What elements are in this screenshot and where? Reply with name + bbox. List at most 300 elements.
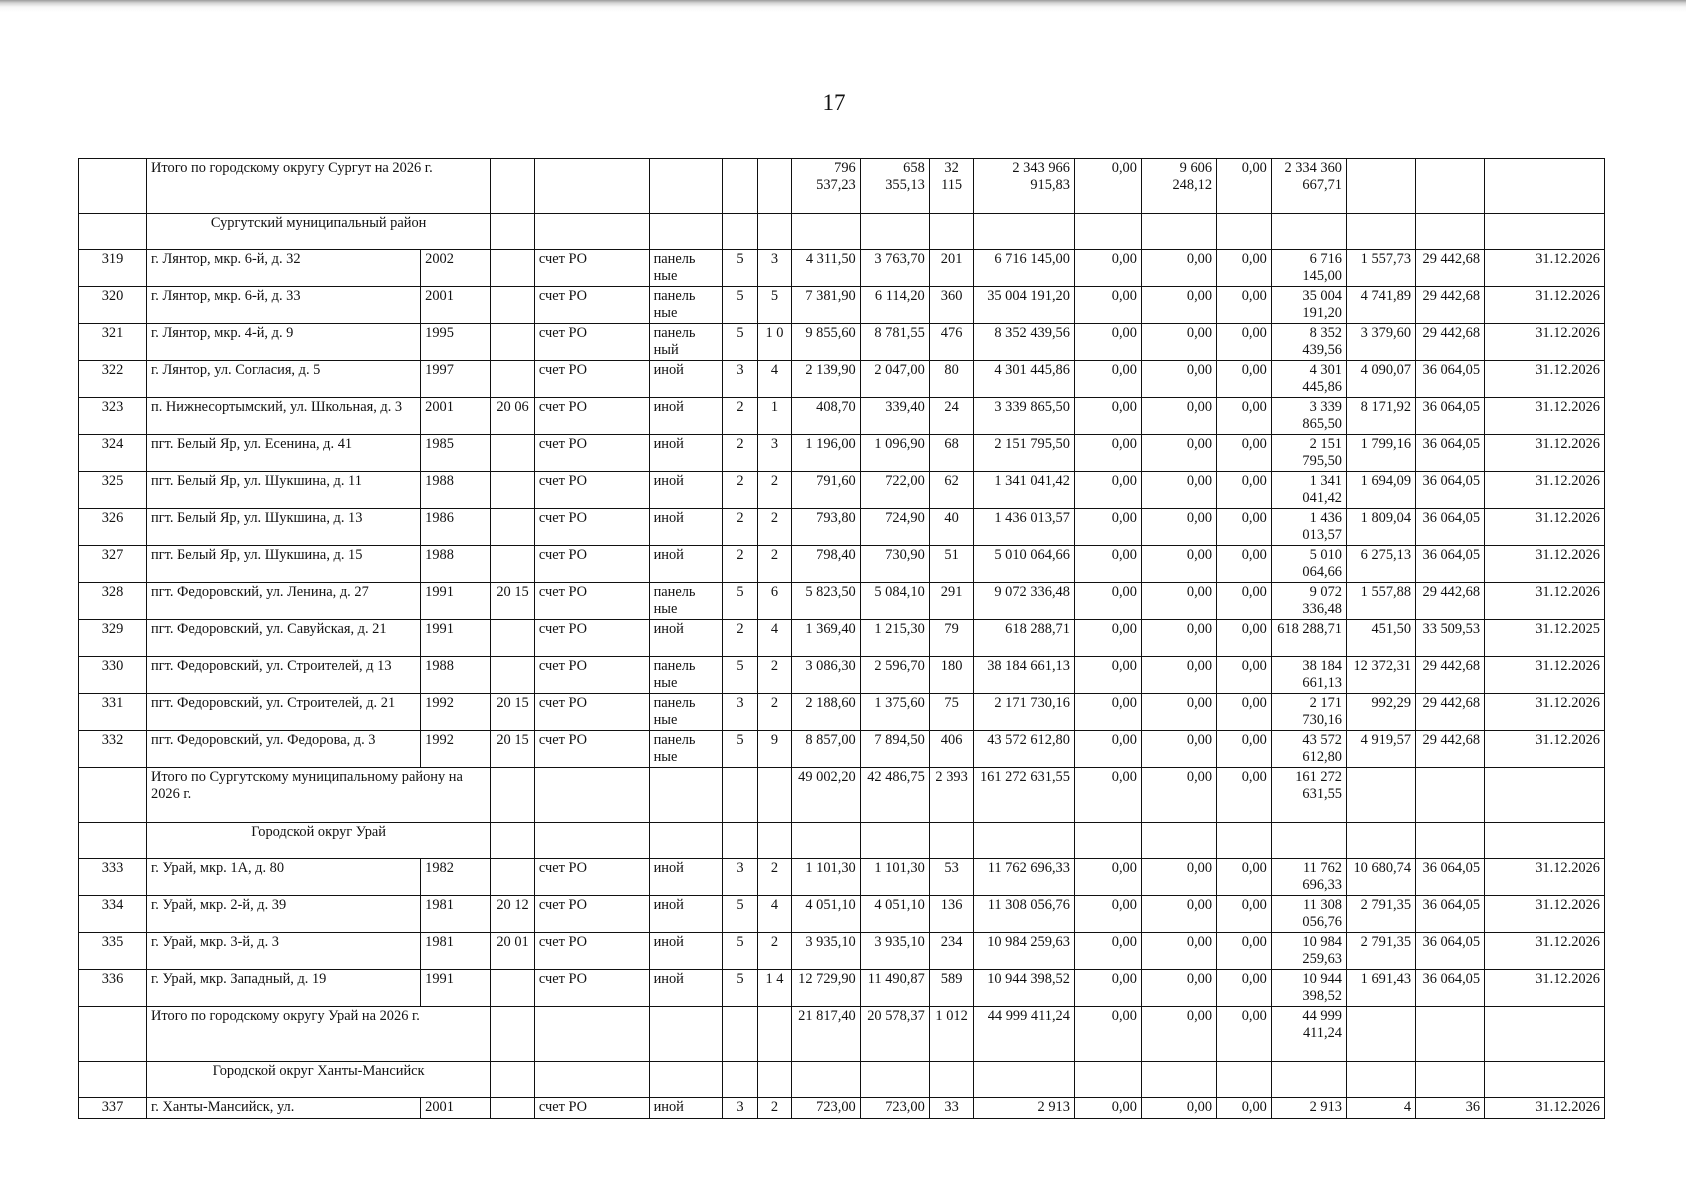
empty-cell: [649, 823, 722, 859]
entrances: 9: [758, 731, 792, 768]
entrances: 2: [758, 933, 792, 970]
address: пгт. Белый Яр, ул. Шукшина, д. 15: [147, 546, 421, 583]
fund-owners: 2 151 795,50: [1271, 435, 1346, 472]
fund-federal: 0,00: [1074, 1098, 1141, 1119]
empty-cell: [722, 823, 758, 859]
fund-method: счет РО: [534, 933, 649, 970]
total-cost: 43 572 612,80: [974, 731, 1075, 768]
floors: 5: [722, 583, 758, 620]
subtotal-limit-cost: [1416, 1007, 1485, 1062]
fund-regional: 0,00: [1141, 859, 1216, 896]
entrances: 4: [758, 620, 792, 657]
fund-local: 0,00: [1217, 620, 1272, 657]
fund-local: 0,00: [1217, 250, 1272, 287]
completion-date: 31.12.2026: [1485, 287, 1605, 324]
completion-date: 31.12.2026: [1485, 933, 1605, 970]
entrances: 2: [758, 694, 792, 731]
living-area: 11 490,87: [860, 970, 929, 1007]
subtotal-label: Итого по городскому округу Сургут на 2026 г.: [147, 159, 491, 214]
subtotal-cost-per-sqm: [1347, 1007, 1416, 1062]
empty-cell: [1217, 214, 1272, 250]
fund-regional: 0,00: [1141, 509, 1216, 546]
fund-local: 0,00: [1217, 361, 1272, 398]
build-year: 1991: [421, 583, 491, 620]
total-area: 9 855,60: [791, 324, 860, 361]
living-area: 5 084,10: [860, 583, 929, 620]
register-table: [78, 158, 1605, 1119]
entrances: 1: [758, 398, 792, 435]
total-area: 408,70: [791, 398, 860, 435]
address: г. Урай, мкр. 2-й, д. 39: [147, 896, 421, 933]
residents: 406: [929, 731, 974, 768]
build-year: 1985: [421, 435, 491, 472]
floors: 5: [722, 731, 758, 768]
limit-cost: 36 064,05: [1416, 970, 1485, 1007]
subtotal-fund-federal: 0,00: [1074, 1007, 1141, 1062]
living-area: 4 051,10: [860, 896, 929, 933]
limit-cost: 29 442,68: [1416, 287, 1485, 324]
completion-date: 31.12.2026: [1485, 435, 1605, 472]
living-area: 3 935,10: [860, 933, 929, 970]
wall-material: иной: [649, 361, 722, 398]
fund-owners: 1 341 041,42: [1271, 472, 1346, 509]
total-cost: 2 151 795,50: [974, 435, 1075, 472]
build-year: 1988: [421, 472, 491, 509]
wall-material: иной: [649, 970, 722, 1007]
subtotal-fund-owners: 2 334 360 667,71: [1271, 159, 1346, 214]
living-area: 2 596,70: [860, 657, 929, 694]
empty-cell: [1416, 823, 1485, 859]
empty-cell: [1416, 214, 1485, 250]
fund-regional: 0,00: [1141, 620, 1216, 657]
build-year: 2001: [421, 1098, 491, 1119]
empty-cell: [929, 1062, 974, 1098]
section-header-row: [79, 823, 1605, 859]
subtotal-total-cost: 2 343 966 915,83: [974, 159, 1075, 214]
entrances: 2: [758, 859, 792, 896]
repair-year: [491, 859, 535, 896]
fund-owners: 11 762 696,33: [1271, 859, 1346, 896]
address: пгт. Белый Яр, ул. Есенина, д. 41: [147, 435, 421, 472]
total-cost: 6 716 145,00: [974, 250, 1075, 287]
build-year: 1992: [421, 694, 491, 731]
row-number: 324: [79, 435, 147, 472]
total-area: 793,80: [791, 509, 860, 546]
empty-cell: [974, 823, 1075, 859]
fund-method: счет РО: [534, 250, 649, 287]
row-number: 321: [79, 324, 147, 361]
total-area: 3 935,10: [791, 933, 860, 970]
fund-owners: 8 352 439,56: [1271, 324, 1346, 361]
subtotal-fund-regional: 0,00: [1141, 768, 1216, 823]
empty-cell: [79, 823, 147, 859]
cost-per-sqm: 4: [1347, 1098, 1416, 1119]
limit-cost: 36 064,05: [1416, 896, 1485, 933]
floors: 2: [722, 472, 758, 509]
empty-cell: [1217, 1062, 1272, 1098]
fund-federal: 0,00: [1074, 859, 1141, 896]
build-year: 1988: [421, 657, 491, 694]
fund-owners: 35 004 191,20: [1271, 287, 1346, 324]
subtotal-total-area: 49 002,20: [791, 768, 860, 823]
row-number: 335: [79, 933, 147, 970]
section-header-row: [79, 214, 1605, 250]
address: г. Лянтор, мкр. 6-й, д. 33: [147, 287, 421, 324]
cost-per-sqm: 8 171,92: [1347, 398, 1416, 435]
fund-regional: 0,00: [1141, 361, 1216, 398]
fund-local: 0,00: [1217, 435, 1272, 472]
fund-federal: 0,00: [1074, 657, 1141, 694]
empty-cell: [1485, 823, 1605, 859]
table-row: [79, 250, 1605, 287]
fund-owners: 6 716 145,00: [1271, 250, 1346, 287]
residents: 33: [929, 1098, 974, 1119]
total-area: 5 823,50: [791, 583, 860, 620]
fund-federal: 0,00: [1074, 398, 1141, 435]
fund-federal: 0,00: [1074, 324, 1141, 361]
repair-year: 20 15: [491, 731, 535, 768]
living-area: 730,90: [860, 546, 929, 583]
cost-per-sqm: 3 379,60: [1347, 324, 1416, 361]
subtotal-living-area: 658 355,13: [860, 159, 929, 214]
fund-federal: 0,00: [1074, 933, 1141, 970]
fund-regional: 0,00: [1141, 1098, 1216, 1119]
completion-date: 31.12.2026: [1485, 970, 1605, 1007]
empty-cell: [929, 823, 974, 859]
floors: 2: [722, 546, 758, 583]
row-number: 326: [79, 509, 147, 546]
floors: 2: [722, 435, 758, 472]
empty-cell: [1347, 823, 1416, 859]
limit-cost: 36 064,05: [1416, 859, 1485, 896]
living-area: 7 894,50: [860, 731, 929, 768]
repair-year: [491, 361, 535, 398]
row-number: 337: [79, 1098, 147, 1119]
wall-material: иной: [649, 933, 722, 970]
table-row: [79, 361, 1605, 398]
entrances: 1 4: [758, 970, 792, 1007]
fund-method: счет РО: [534, 324, 649, 361]
empty-cell: [722, 159, 758, 214]
repair-year: [491, 620, 535, 657]
fund-federal: 0,00: [1074, 620, 1141, 657]
total-area: 2 188,60: [791, 694, 860, 731]
fund-method: счет РО: [534, 731, 649, 768]
residents: 24: [929, 398, 974, 435]
subtotal-fund-local: 0,00: [1217, 159, 1272, 214]
completion-date: 31.12.2026: [1485, 731, 1605, 768]
empty-cell: [791, 1062, 860, 1098]
repair-year: [491, 435, 535, 472]
empty-cell: [79, 1062, 147, 1098]
table-row: [79, 731, 1605, 768]
wall-material: иной: [649, 398, 722, 435]
cost-per-sqm: 4 741,89: [1347, 287, 1416, 324]
empty-cell: [758, 1062, 792, 1098]
wall-material: панель ные: [649, 250, 722, 287]
wall-material: иной: [649, 472, 722, 509]
repair-year: [491, 472, 535, 509]
fund-owners: 4 301 445,86: [1271, 361, 1346, 398]
total-area: 2 139,90: [791, 361, 860, 398]
address: пгт. Федоровский, ул. Федорова, д. 3: [147, 731, 421, 768]
fund-federal: 0,00: [1074, 896, 1141, 933]
fund-local: 0,00: [1217, 546, 1272, 583]
residents: 68: [929, 435, 974, 472]
fund-regional: 0,00: [1141, 398, 1216, 435]
cost-per-sqm: 12 372,31: [1347, 657, 1416, 694]
address: пгт. Федоровский, ул. Савуйская, д. 21: [147, 620, 421, 657]
fund-local: 0,00: [1217, 324, 1272, 361]
repair-year: 20 15: [491, 583, 535, 620]
fund-federal: 0,00: [1074, 472, 1141, 509]
entrances: 1 0: [758, 324, 792, 361]
entrances: 4: [758, 361, 792, 398]
empty-cell: [1074, 823, 1141, 859]
floors: 3: [722, 859, 758, 896]
total-cost: 10 984 259,63: [974, 933, 1075, 970]
cost-per-sqm: 1 691,43: [1347, 970, 1416, 1007]
total-area: 4 051,10: [791, 896, 860, 933]
total-area: 7 381,90: [791, 287, 860, 324]
repair-year: [491, 324, 535, 361]
subtotal-fund-owners: 44 999 411,24: [1271, 1007, 1346, 1062]
address: г. Лянтор, ул. Согласия, д. 5: [147, 361, 421, 398]
limit-cost: 36 064,05: [1416, 472, 1485, 509]
living-area: 1 101,30: [860, 859, 929, 896]
fund-local: 0,00: [1217, 970, 1272, 1007]
living-area: 8 781,55: [860, 324, 929, 361]
total-area: 798,40: [791, 546, 860, 583]
table-row: [79, 435, 1605, 472]
cost-per-sqm: 1 809,04: [1347, 509, 1416, 546]
row-number: 323: [79, 398, 147, 435]
completion-date: 31.12.2026: [1485, 657, 1605, 694]
floors: 2: [722, 398, 758, 435]
cost-per-sqm: 1 694,09: [1347, 472, 1416, 509]
fund-regional: 0,00: [1141, 583, 1216, 620]
build-year: 1992: [421, 731, 491, 768]
fund-local: 0,00: [1217, 398, 1272, 435]
subtotal-completion-date: [1485, 768, 1605, 823]
subtotal-fund-owners: 161 272 631,55: [1271, 768, 1346, 823]
fund-method: счет РО: [534, 694, 649, 731]
section-header-row: [79, 1062, 1605, 1098]
empty-cell: [974, 1062, 1075, 1098]
repair-year: [491, 509, 535, 546]
row-number: 330: [79, 657, 147, 694]
empty-cell: [1485, 214, 1605, 250]
entrances: 2: [758, 472, 792, 509]
empty-cell: [649, 214, 722, 250]
entrances: 3: [758, 435, 792, 472]
empty-cell: [1141, 1062, 1216, 1098]
fund-federal: 0,00: [1074, 731, 1141, 768]
fund-regional: 0,00: [1141, 731, 1216, 768]
fund-local: 0,00: [1217, 896, 1272, 933]
fund-regional: 0,00: [1141, 250, 1216, 287]
empty-cell: [722, 214, 758, 250]
empty-cell: [649, 159, 722, 214]
repair-year: [491, 657, 535, 694]
completion-date: 31.12.2026: [1485, 694, 1605, 731]
page-number: 17: [822, 90, 846, 115]
build-year: 1997: [421, 361, 491, 398]
wall-material: панель ные: [649, 287, 722, 324]
completion-date: 31.12.2025: [1485, 620, 1605, 657]
fund-federal: 0,00: [1074, 970, 1141, 1007]
empty-cell: [722, 1007, 758, 1062]
row-number: 328: [79, 583, 147, 620]
empty-cell: [974, 214, 1075, 250]
empty-cell: [649, 768, 722, 823]
residents: 180: [929, 657, 974, 694]
completion-date: 31.12.2026: [1485, 896, 1605, 933]
limit-cost: 36: [1416, 1098, 1485, 1119]
repair-year: [491, 287, 535, 324]
repair-year: 20 01: [491, 933, 535, 970]
limit-cost: 36 064,05: [1416, 546, 1485, 583]
total-cost: 2 913: [974, 1098, 1075, 1119]
fund-regional: 0,00: [1141, 657, 1216, 694]
row-number: 332: [79, 731, 147, 768]
fund-regional: 0,00: [1141, 324, 1216, 361]
fund-method: счет РО: [534, 859, 649, 896]
fund-owners: 9 072 336,48: [1271, 583, 1346, 620]
fund-owners: 11 308 056,76: [1271, 896, 1346, 933]
limit-cost: 29 442,68: [1416, 250, 1485, 287]
table-row: [79, 694, 1605, 731]
wall-material: панель ные: [649, 731, 722, 768]
empty-cell: [79, 214, 147, 250]
repair-year: [491, 1098, 535, 1119]
cost-per-sqm: 992,29: [1347, 694, 1416, 731]
address: г. Урай, мкр. 1А, д. 80: [147, 859, 421, 896]
fund-method: счет РО: [534, 546, 649, 583]
fund-local: 0,00: [1217, 287, 1272, 324]
limit-cost: 36 064,05: [1416, 435, 1485, 472]
fund-federal: 0,00: [1074, 509, 1141, 546]
subtotal-total-area: 796 537,23: [791, 159, 860, 214]
wall-material: иной: [649, 896, 722, 933]
register-table-body: [79, 159, 1605, 1119]
empty-cell: [534, 1007, 649, 1062]
living-area: 2 047,00: [860, 361, 929, 398]
empty-cell: [758, 214, 792, 250]
fund-federal: 0,00: [1074, 435, 1141, 472]
fund-federal: 0,00: [1074, 361, 1141, 398]
entrances: 2: [758, 509, 792, 546]
repair-year: [491, 250, 535, 287]
completion-date: 31.12.2026: [1485, 859, 1605, 896]
total-area: 723,00: [791, 1098, 860, 1119]
fund-regional: 0,00: [1141, 546, 1216, 583]
fund-regional: 0,00: [1141, 933, 1216, 970]
total-area: 12 729,90: [791, 970, 860, 1007]
address: г. Урай, мкр. 3-й, д. 3: [147, 933, 421, 970]
cost-per-sqm: 10 680,74: [1347, 859, 1416, 896]
cost-per-sqm: 1 557,88: [1347, 583, 1416, 620]
total-cost: 2 171 730,16: [974, 694, 1075, 731]
wall-material: иной: [649, 435, 722, 472]
limit-cost: 29 442,68: [1416, 583, 1485, 620]
subtotal-total-cost: 161 272 631,55: [974, 768, 1075, 823]
total-area: 1 369,40: [791, 620, 860, 657]
total-cost: 618 288,71: [974, 620, 1075, 657]
fund-method: счет РО: [534, 583, 649, 620]
empty-cell: [791, 823, 860, 859]
total-cost: 11 308 056,76: [974, 896, 1075, 933]
cost-per-sqm: 4 919,57: [1347, 731, 1416, 768]
completion-date: 31.12.2026: [1485, 398, 1605, 435]
residents: 80: [929, 361, 974, 398]
floors: 3: [722, 361, 758, 398]
cost-per-sqm: 451,50: [1347, 620, 1416, 657]
empty-cell: [491, 159, 535, 214]
residents: 291: [929, 583, 974, 620]
table-row: [79, 472, 1605, 509]
entrances: 4: [758, 896, 792, 933]
residents: 360: [929, 287, 974, 324]
scan-top-edge: [0, 0, 1686, 16]
fund-local: 0,00: [1217, 933, 1272, 970]
empty-cell: [758, 159, 792, 214]
subtotal-living-area: 20 578,37: [860, 1007, 929, 1062]
address: пгт. Федоровский, ул. Строителей, д 13: [147, 657, 421, 694]
residents: 40: [929, 509, 974, 546]
empty-cell: [79, 1007, 147, 1062]
subtotal-label: Итого по городскому округу Урай на 2026 г.: [147, 1007, 491, 1062]
build-year: 2001: [421, 287, 491, 324]
completion-date: 31.12.2026: [1485, 583, 1605, 620]
empty-cell: [1347, 1062, 1416, 1098]
total-cost: 9 072 336,48: [974, 583, 1075, 620]
limit-cost: 36 064,05: [1416, 933, 1485, 970]
living-area: 339,40: [860, 398, 929, 435]
wall-material: панель ные: [649, 583, 722, 620]
fund-local: 0,00: [1217, 694, 1272, 731]
subtotal-living-area: 42 486,75: [860, 768, 929, 823]
row-number: 331: [79, 694, 147, 731]
empty-cell: [649, 1007, 722, 1062]
address: г. Лянтор, мкр. 6-й, д. 32: [147, 250, 421, 287]
fund-owners: 38 184 661,13: [1271, 657, 1346, 694]
entrances: 2: [758, 546, 792, 583]
build-year: 1991: [421, 970, 491, 1007]
completion-date: 31.12.2026: [1485, 1098, 1605, 1119]
subtotal-fund-federal: 0,00: [1074, 159, 1141, 214]
table-row: [79, 583, 1605, 620]
row-number: 327: [79, 546, 147, 583]
total-area: 1 101,30: [791, 859, 860, 896]
subtotal-completion-date: [1485, 1007, 1605, 1062]
row-number: 322: [79, 361, 147, 398]
limit-cost: 36 064,05: [1416, 509, 1485, 546]
entrances: 2: [758, 1098, 792, 1119]
empty-cell: [491, 823, 535, 859]
completion-date: 31.12.2026: [1485, 472, 1605, 509]
build-year: 1995: [421, 324, 491, 361]
empty-cell: [1271, 214, 1346, 250]
fund-method: счет РО: [534, 896, 649, 933]
entrances: 5: [758, 287, 792, 324]
build-year: 1982: [421, 859, 491, 896]
fund-owners: 3 339 865,50: [1271, 398, 1346, 435]
subtotal-fund-federal: 0,00: [1074, 768, 1141, 823]
address: п. Нижнесортымский, ул. Школьная, д. 3: [147, 398, 421, 435]
empty-cell: [491, 1062, 535, 1098]
floors: 5: [722, 657, 758, 694]
